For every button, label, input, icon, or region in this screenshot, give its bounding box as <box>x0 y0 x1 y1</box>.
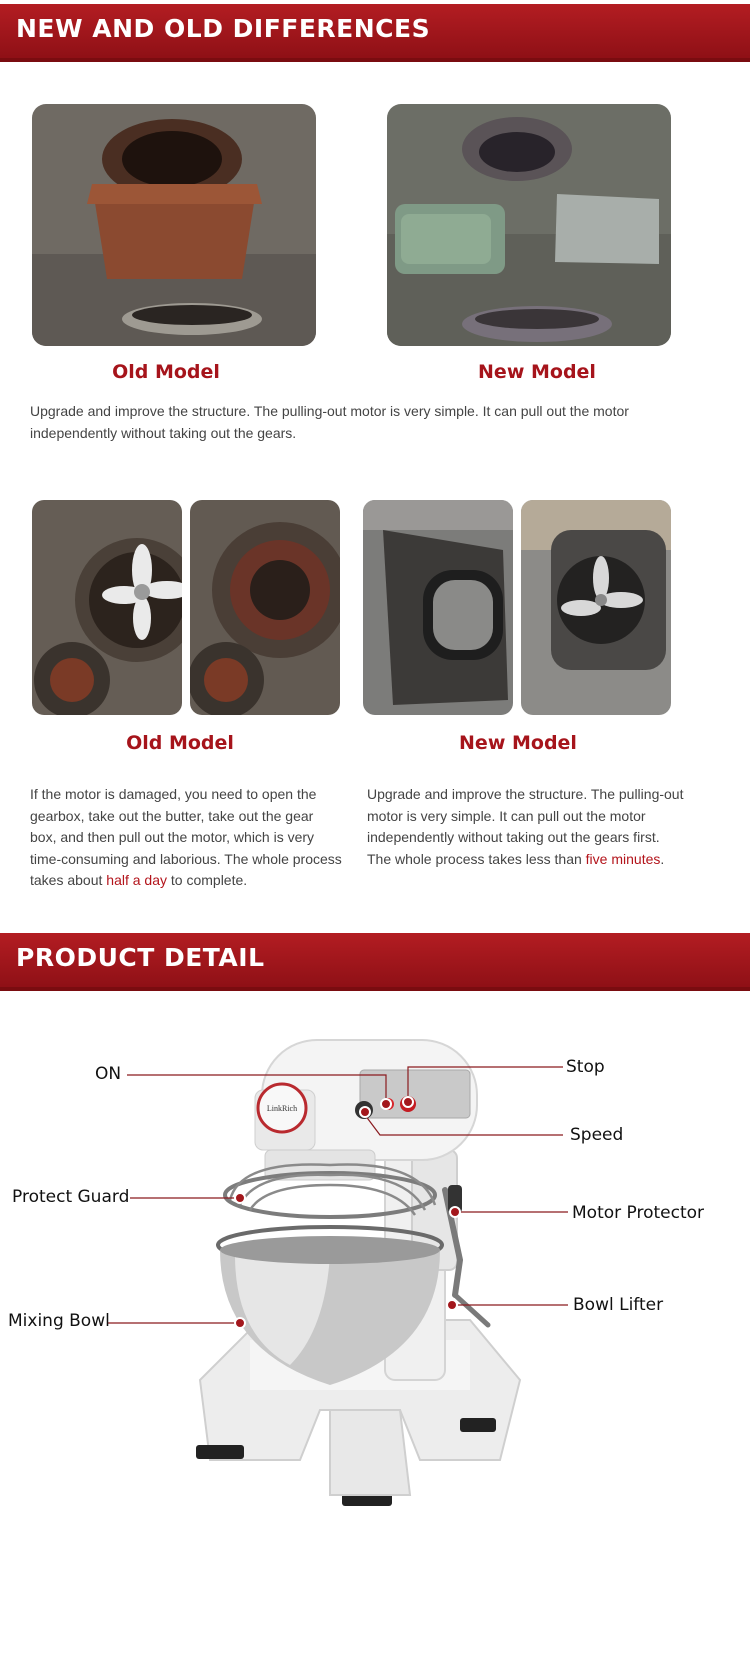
new-motor-open-photo-1 <box>363 500 513 715</box>
callout-on: ON <box>95 1064 122 1084</box>
new-model-description <box>367 784 685 870</box>
new-highlight-five-minutes: five minutes <box>585 850 661 867</box>
brand-logo: LinkRich <box>266 1104 298 1113</box>
old-motor-open-photo-1 <box>32 500 182 715</box>
old-motor-housing-photo <box>32 104 316 346</box>
new-motor-parts-photo <box>387 104 671 346</box>
product-detail-banner <box>0 933 750 991</box>
callout-protect-guard: Protect Guard <box>12 1187 130 1207</box>
new-text-end: . <box>660 850 665 867</box>
new-model-label-1: New Model <box>478 361 596 383</box>
callout-bowl-lifter: Bowl Lifter <box>573 1295 664 1315</box>
new-model-label-2: New Model <box>459 732 577 754</box>
callout-motor-protector: Motor Protector <box>572 1203 705 1223</box>
callout-speed: Speed <box>570 1125 624 1145</box>
old-text-start: If the motor is damaged, you need to open the gearbox, take out the butter, take out the gear box, and then pull out the motor, which is very time-consuming and laborious. The whole process takes about <box>30 786 342 888</box>
old-model-label-1: Old Model <box>112 361 220 383</box>
differences-title: NEW AND OLD DIFFERENCES <box>16 14 431 43</box>
old-model-label-2: Old Model <box>126 732 234 754</box>
product-detail-title: PRODUCT DETAIL <box>16 943 265 972</box>
old-model-description <box>30 784 342 892</box>
old-text-end: to complete. <box>167 872 248 888</box>
comparison-description-1: Upgrade and improve the structure. The pulling-out motor is very simple. It can pull out the motor independently without taking out the gears. <box>30 403 629 441</box>
old-highlight-half-a-day: half a day <box>106 872 167 888</box>
callout-mixing-bowl: Mixing Bowl <box>8 1311 110 1331</box>
differences-banner <box>0 4 750 62</box>
old-motor-open-photo-2 <box>190 500 340 715</box>
callout-stop: Stop <box>566 1057 605 1077</box>
new-motor-open-photo-2 <box>521 500 671 715</box>
new-text-start: Upgrade and improve the structure. The pulling-out motor is very simple. It can pull out the motor independently without taking out the gears first. The whole process takes less than <box>367 786 684 867</box>
